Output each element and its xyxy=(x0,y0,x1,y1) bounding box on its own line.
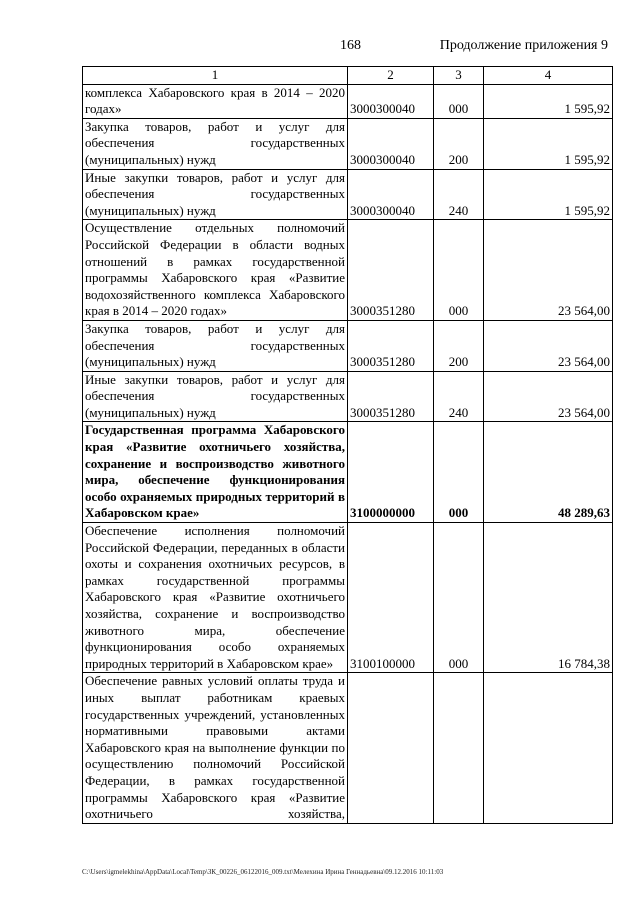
table-row-program xyxy=(83,422,613,523)
table-row xyxy=(83,523,613,673)
table-row xyxy=(83,320,613,371)
row-code: 3000351280 xyxy=(348,371,434,422)
row-code: 3000300040 xyxy=(348,169,434,220)
row-description: Обеспечение равных условий оплаты труда и иных выплат работникам краевых государственных учреждений, установленных нормативными правовыми актами Хабаровского края на выполнение функции по осуществлению полномочий Российской Федерации, в рамках государственной программы Хабаровского края «Развитие охотничьего хозяйства, xyxy=(83,673,348,823)
row-type: 000 xyxy=(434,422,484,523)
table-row xyxy=(83,169,613,220)
row-description: Осуществление отдельных полномочий Российской Федерации в области водных отношений в рамках государственной программы Хабаровского края «Развитие водохозяйственного комплекса Хабаровского края в 2014 – 2020 годах» xyxy=(83,220,348,321)
file-path-footer: C:\Users\igmelekhina\AppData\Local\Temp\ЗК_00226_06122016_009.txt\Мелехина Ирина Геннадьевна\09.12.2016 10:11:03 xyxy=(82,868,444,876)
column-header: 3 xyxy=(434,67,484,85)
row-type: 000 xyxy=(434,220,484,321)
row-type: 000 xyxy=(434,523,484,673)
row-amount: 16 784,38 xyxy=(484,523,613,673)
row-description: Закупка товаров, работ и услуг для обеспечения государственных (муниципальных) нужд xyxy=(83,118,348,169)
row-code xyxy=(348,673,434,823)
row-amount: 23 564,00 xyxy=(484,371,613,422)
row-code: 3000300040 xyxy=(348,84,434,118)
row-type: 240 xyxy=(434,371,484,422)
table-row xyxy=(83,84,613,118)
row-amount: 23 564,00 xyxy=(484,220,613,321)
row-description: Иные закупки товаров, работ и услуг для обеспечения государственных (муниципальных) нужд xyxy=(83,371,348,422)
row-type: 240 xyxy=(434,169,484,220)
row-type: 200 xyxy=(434,320,484,371)
row-amount: 1 595,92 xyxy=(484,84,613,118)
row-description: комплекса Хабаровского края в 2014 – 2020 годах» xyxy=(83,84,348,118)
table-row xyxy=(83,220,613,321)
column-header: 2 xyxy=(348,67,434,85)
row-description: Иные закупки товаров, работ и услуг для обеспечения государственных (муниципальных) нужд xyxy=(83,169,348,220)
row-amount: 48 289,63 xyxy=(484,422,613,523)
row-amount: 23 564,00 xyxy=(484,320,613,371)
row-code: 3100100000 xyxy=(348,523,434,673)
row-code: 3000300040 xyxy=(348,118,434,169)
row-amount: 1 595,92 xyxy=(484,169,613,220)
column-header: 4 xyxy=(484,67,613,85)
row-type: 000 xyxy=(434,84,484,118)
budget-table xyxy=(82,66,613,824)
row-type xyxy=(434,673,484,823)
continuation-label: Продолжение приложения 9 xyxy=(439,38,608,53)
table-header-row xyxy=(83,67,613,85)
row-amount xyxy=(484,673,613,823)
row-type: 200 xyxy=(434,118,484,169)
table-row xyxy=(83,118,613,169)
row-code: 3000351280 xyxy=(348,220,434,321)
row-description: Закупка товаров, работ и услуг для обеспечения государственных (муниципальных) нужд xyxy=(83,320,348,371)
table-row xyxy=(83,371,613,422)
row-description: Государственная программа Хабаровского края «Развитие охотничьего хозяйства, сохранение и воспроизводство животного мира, обеспечение функционирования особо охраняемых природных территорий в Хабаровском крае» xyxy=(83,422,348,523)
row-description: Обеспечение исполнения полномочий Российской Федерации, переданных в области охоты и сохранения охотничьих ресурсов, в рамках государственной программы Хабаровского края «Развитие охотничьего хозяйства, сохранение и воспроизводство животного мира, обеспечение функционирования особо охраняемых природных территорий в Хабаровском крае» xyxy=(83,523,348,673)
column-header: 1 xyxy=(83,67,348,85)
page-number: 168 xyxy=(340,38,361,53)
table-row xyxy=(83,673,613,823)
row-code: 3000351280 xyxy=(348,320,434,371)
row-code: 3100000000 xyxy=(348,422,434,523)
row-amount: 1 595,92 xyxy=(484,118,613,169)
